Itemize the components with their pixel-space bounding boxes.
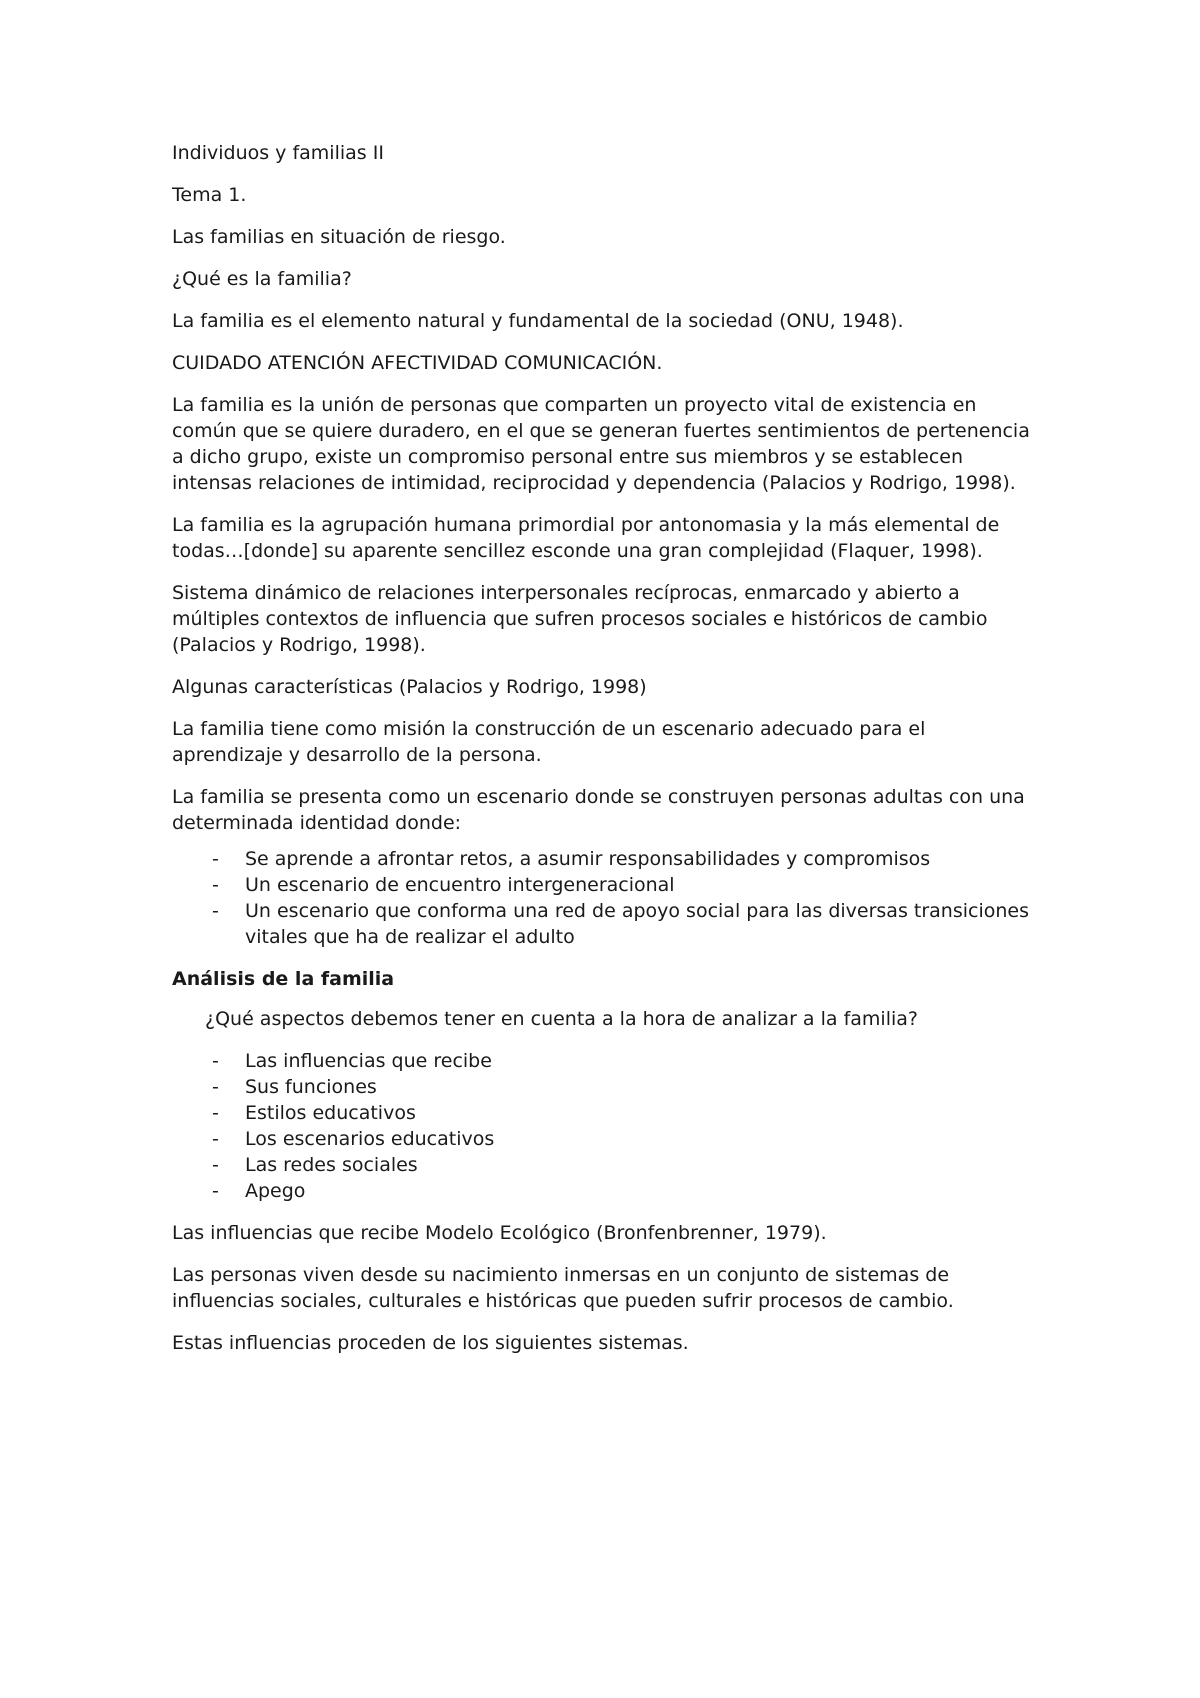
list-item-text: Un escenario de encuentro intergeneracional (245, 874, 675, 896)
list-item (172, 846, 1042, 872)
list-item-text: Se aprende a afrontar retos, a asumir responsabilidades y compromisos (245, 848, 931, 870)
system-definition: Sistema dinámico de relaciones interpersonales recíprocas, enmarcado y abierto a múltiples contextos de influencia que sufren procesos sociales e históricos de cambio (Palacios y Rodrigo, 1998). (172, 582, 988, 656)
dash-bullet: - (212, 1154, 219, 1176)
topic-label: Tema 1. (172, 184, 247, 206)
definition-onu: La familia es el elemento natural y fundamental de la sociedad (ONU, 1948). (172, 310, 904, 332)
dash-bullet: - (212, 900, 219, 922)
list-item-text: Las influencias que recibe (245, 1050, 492, 1072)
list-item (172, 1126, 1042, 1152)
list-item-text: Estilos educativos (245, 1102, 416, 1124)
list-item (172, 872, 1042, 898)
list-item-text: Los escenarios educativos (245, 1128, 495, 1150)
list-item (172, 1074, 1042, 1100)
scenario-intro: La familia se presenta como un escenario donde se construyen personas adultas con una determinada identidad donde: (172, 786, 1025, 834)
list-item (172, 1178, 1042, 1204)
influences-systems: Estas influencias proceden de los siguientes sistemas. (172, 1332, 689, 1354)
document-page (172, 140, 1042, 1372)
dash-bullet: - (212, 874, 219, 896)
analysis-heading: Análisis de la familia (172, 968, 395, 990)
influences-text: Las personas viven desde su nacimiento inmersas en un conjunto de sistemas de influencias sociales, culturales e históricas que pueden sufrir procesos de cambio. (172, 1264, 954, 1312)
dash-bullet: - (212, 1076, 219, 1098)
dash-bullet: - (212, 1180, 219, 1202)
question-family: ¿Qué es la familia? (172, 268, 352, 290)
characteristics-intro: Algunas características (Palacios y Rodrigo, 1998) (172, 676, 647, 698)
document-title: Individuos y familias II (172, 142, 384, 164)
list-item-text: Un escenario que conforma una red de apoyo social para las diversas transiciones vitales que ha de realizar el adulto (245, 900, 1029, 948)
list-item-text: Sus funciones (245, 1076, 377, 1098)
list-item-text: Las redes sociales (245, 1154, 418, 1176)
definition-palacios: La familia es la unión de personas que comparten un proyecto vital de existencia en común que se quiere duradero, en el que se generan fuertes sentimientos de pertenencia a dicho grupo, existe un compromiso personal entre sus miembros y se establecen intensas relaciones de intimidad, reciprocidad y dependencia (Palacios y Rodrigo, 1998). (172, 394, 1030, 494)
dash-bullet: - (212, 1050, 219, 1072)
definition-flaquer: La familia es la agrupación humana primordial por antonomasia y la más elemental de todas…[donde] su aparente sencillez esconde una gran complejidad (Flaquer, 1998). (172, 514, 1000, 562)
subtitle: Las familias en situación de riesgo. (172, 226, 506, 248)
scenario-list (172, 846, 1042, 950)
mission-paragraph: La familia tiene como misión la construcción de un escenario adecuado para el aprendizaje y desarrollo de la persona. (172, 718, 926, 766)
analysis-list (172, 1048, 1042, 1204)
influences-model: Las influencias que recibe Modelo Ecológico (Bronfenbrenner, 1979). (172, 1222, 827, 1244)
dash-bullet: - (212, 1128, 219, 1150)
dash-bullet: - (212, 848, 219, 870)
list-item (172, 1152, 1042, 1178)
dash-bullet: - (212, 1102, 219, 1124)
list-item (172, 898, 1042, 950)
analysis-question: ¿Qué aspectos debemos tener en cuenta a la hora de analizar a la familia? (205, 1008, 918, 1030)
keywords: CUIDADO ATENCIÓN AFECTIVIDAD COMUNICACIÓN. (172, 352, 663, 374)
list-item (172, 1100, 1042, 1126)
list-item (172, 1048, 1042, 1074)
list-item-text: Apego (245, 1180, 306, 1202)
